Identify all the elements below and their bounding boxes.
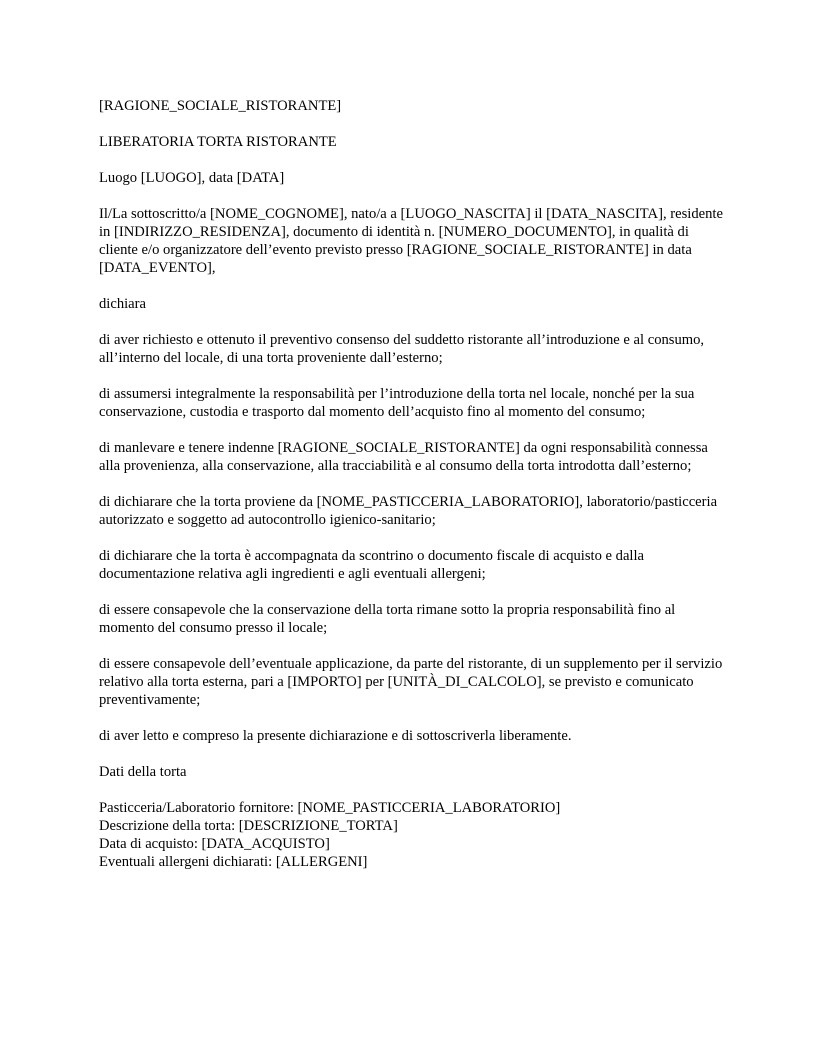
cake-details-list xyxy=(99,799,729,871)
cake-detail-line: Data di acquisto: [DATA_ACQUISTO] xyxy=(99,836,330,852)
clause-item: di essere consapevole che la conservazione della torta rimane sotto la propria responsabilità fino al momento del consumo presso il locale; xyxy=(99,602,676,636)
cake-detail-line: Pasticceria/Laboratorio fornitore: [NOME_PASTICCERIA_LABORATORIO] xyxy=(99,800,561,816)
intro-paragraph: Il/La sottoscritto/a [NOME_COGNOME], nato/a a [LUOGO_NASCITA] il [DATA_NASCITA], residente in [INDIRIZZO_RESIDENZA], documento di identità n. [NUMERO_DOCUMENTO], in qualità di cliente e/o organizzatore dell’evento previsto presso [RAGIONE_SOCIALE_RISTORANTE] in data [DATA_EVENTO], xyxy=(99,206,723,276)
clause-item: di assumersi integralmente la responsabilità per l’introduzione della torta nel locale, nonché per la sua conservazione, custodia e trasporto dal momento dell’acquisto fino al momento del consumo; xyxy=(99,386,695,420)
clause-item: di aver richiesto e ottenuto il preventivo consenso del suddetto ristorante all’introduzione e al consumo, all’interno del locale, di una torta proveniente dall’esterno; xyxy=(99,332,705,366)
clauses-list xyxy=(99,331,729,745)
company-name: [RAGIONE_SOCIALE_RISTORANTE] xyxy=(99,98,342,114)
cake-section-title: Dati della torta xyxy=(99,764,187,780)
cake-detail-line: Eventuali allergeni dichiarati: [ALLERGENI] xyxy=(99,854,368,870)
place-date: Luogo [LUOGO], data [DATA] xyxy=(99,170,285,186)
document-title: LIBERATORIA TORTA RISTORANTE xyxy=(99,134,337,150)
clause-item: di dichiarare che la torta è accompagnata da scontrino o documento fiscale di acquisto e dalla documentazione relativa agli ingredienti e agli eventuali allergeni; xyxy=(99,548,645,582)
document-page xyxy=(99,97,729,871)
clause-item: di aver letto e compreso la presente dichiarazione e di sottoscriverla liberamente. xyxy=(99,728,572,744)
clause-item: di manlevare e tenere indenne [RAGIONE_SOCIALE_RISTORANTE] da ogni responsabilità connessa alla provenienza, alla conservazione, alla tracciabilità e al consumo della torta introdotta dall’esterno; xyxy=(99,440,708,474)
clause-item: di essere consapevole dell’eventuale applicazione, da parte del ristorante, di un supplemento per il servizio relativo alla torta esterna, pari a [IMPORTO] per [UNITÀ_DI_CALCOLO], se previsto e comunicato preventivamente; xyxy=(99,656,723,708)
declares-heading: dichiara xyxy=(99,296,146,312)
cake-detail-line: Descrizione della torta: [DESCRIZIONE_TORTA] xyxy=(99,818,398,834)
clause-item: di dichiarare che la torta proviene da [NOME_PASTICCERIA_LABORATORIO], laboratorio/pasticceria autorizzato e soggetto ad autocontrollo igienico-sanitario; xyxy=(99,494,718,528)
